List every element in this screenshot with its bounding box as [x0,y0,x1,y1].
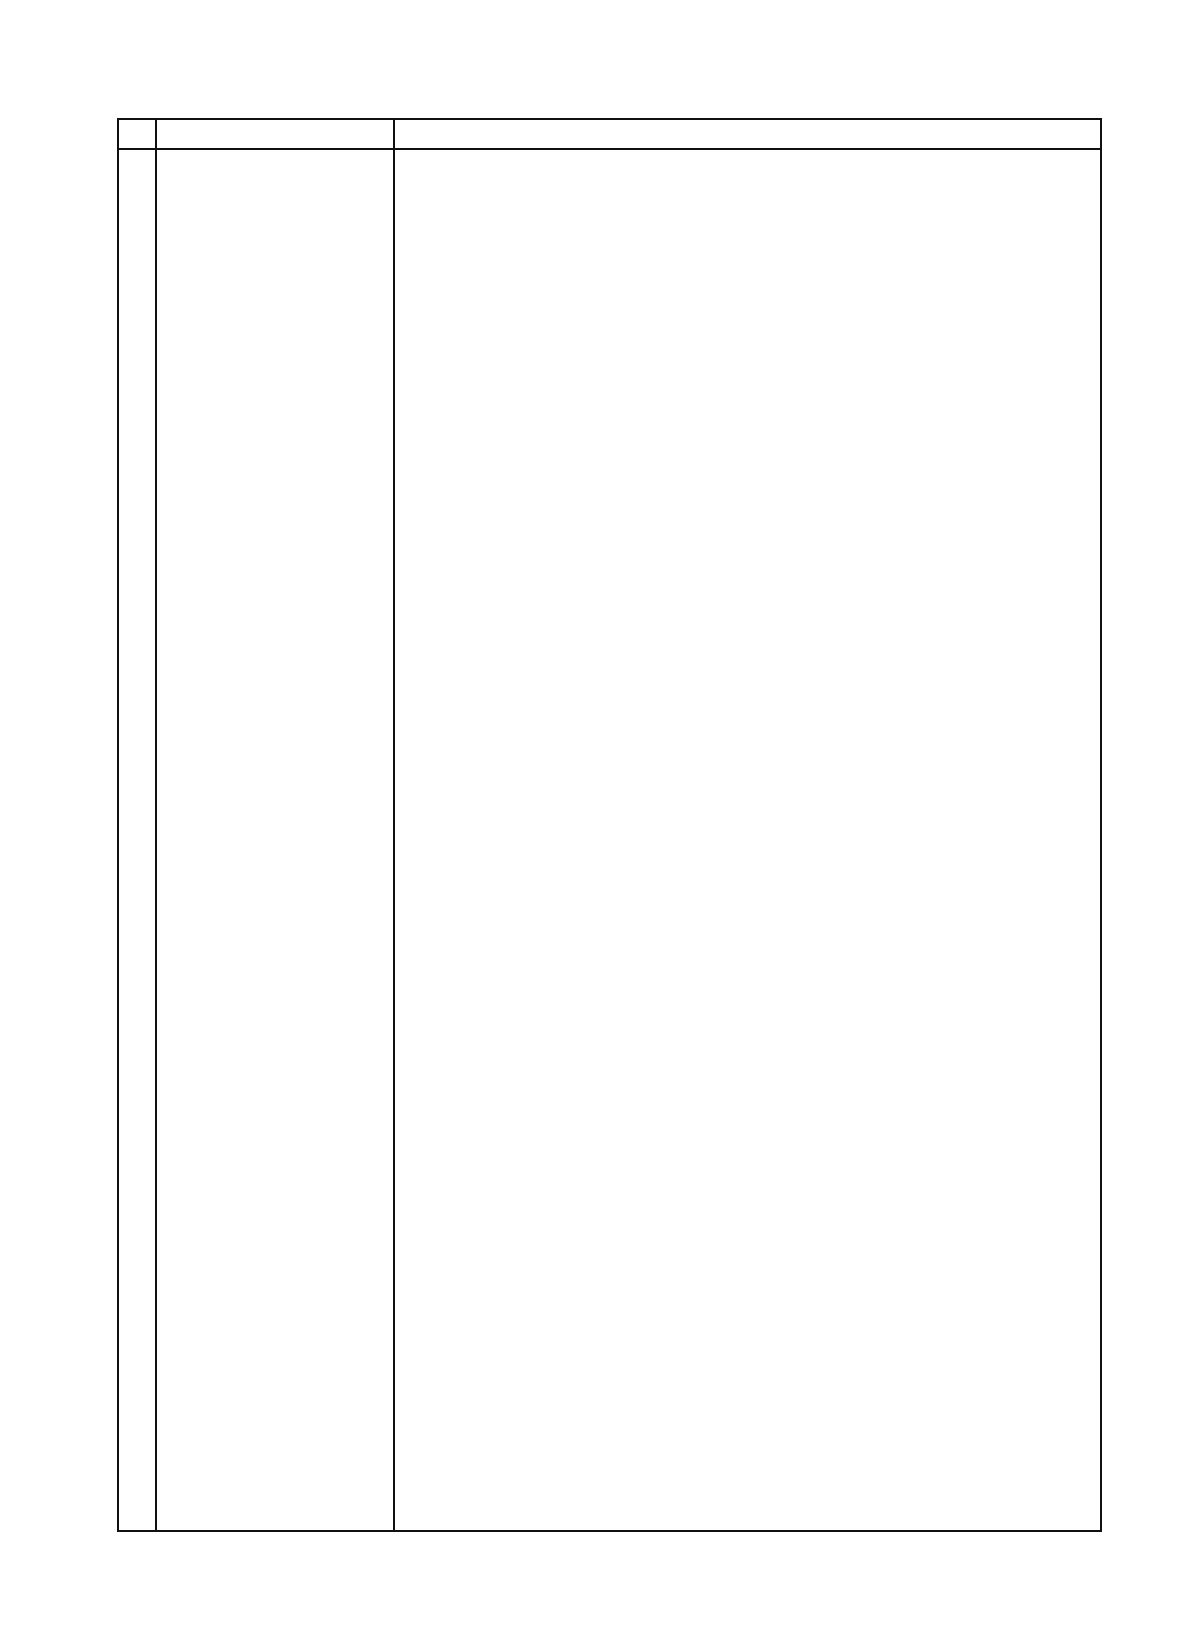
description-cell [394,149,1101,1531]
column-header-3 [394,119,1101,149]
paragraph-continued [401,150,1094,178]
row-number [118,149,156,1531]
column-header-1 [118,119,156,149]
table-header-row [118,119,1101,149]
tariff-table [117,118,1102,1532]
table-row [118,149,1101,1531]
column-header-2 [156,119,394,149]
settlement-name [156,149,394,1531]
